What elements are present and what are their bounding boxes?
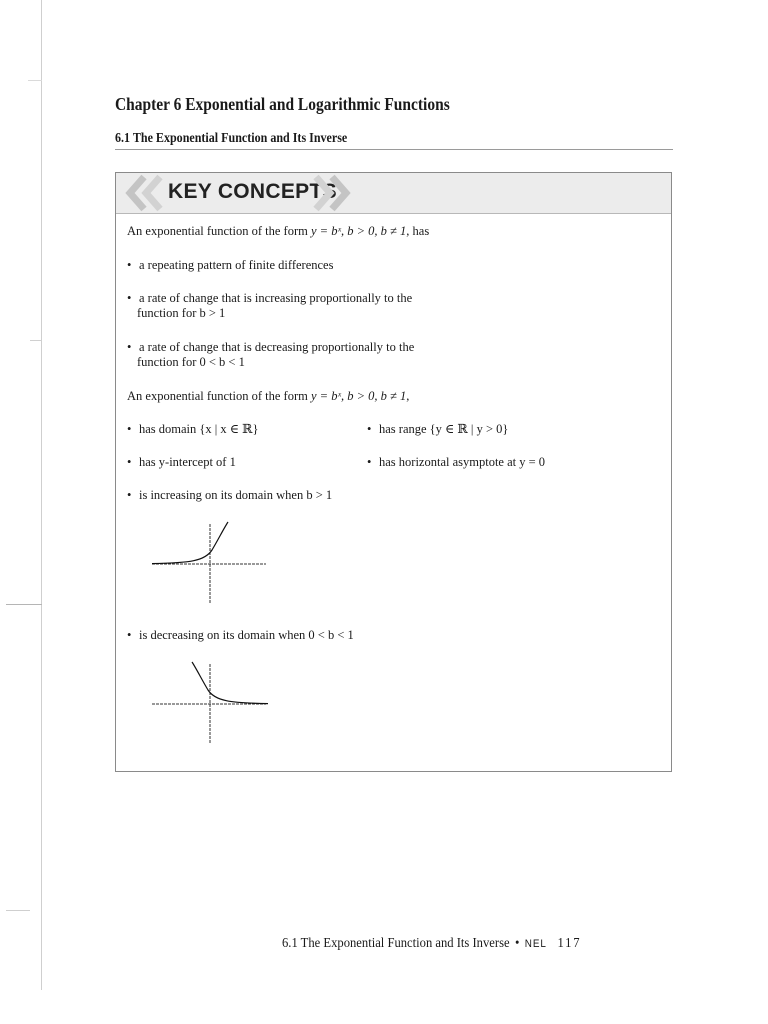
- bullet-finite-differences: • a repeating pattern of finite differences: [127, 258, 334, 272]
- page-number: 117: [557, 936, 582, 951]
- scan-mark: [28, 80, 42, 81]
- bullet-asymptote: • has horizontal asymptote at y = 0: [367, 455, 546, 469]
- exponential-formula: y = bˣ, b > 0, b ≠ 1: [310, 389, 407, 403]
- bullet-domain: • has domain {x | x ∈ ℝ}: [127, 422, 259, 436]
- bullet-decreasing-domain: • is decreasing on its domain when 0 < b < 1: [127, 628, 354, 642]
- bullet-increasing-domain: • is increasing on its domain when b > 1: [127, 488, 333, 502]
- definition-line-2: An exponential function of the form y = bˣ, b > 0, b ≠ 1,: [127, 389, 410, 403]
- bullet-increasing-rate: • a rate of change that is increasing proportionally to the: [127, 291, 413, 305]
- decreasing-exponential-graph: [150, 660, 270, 750]
- publisher-code: NEL: [524, 938, 547, 950]
- exponential-formula: y = bˣ, b > 0, b ≠ 1: [310, 224, 407, 238]
- bullet-decreasing-rate-cont: function for 0 < b < 1: [137, 355, 245, 369]
- chevron-left-icon: [122, 173, 170, 213]
- decay-curve: [192, 662, 268, 704]
- page-footer: 6.1 The Exponential Function and Its Inverse • NEL 117: [282, 936, 582, 951]
- footer-section-name: 6.1 The Exponential Function and Its Inverse: [282, 936, 510, 951]
- bullet-y-intercept: • has y-intercept of 1: [127, 455, 236, 469]
- bullet-range: • has range {y ∈ ℝ | y > 0}: [367, 422, 509, 436]
- page-scan-edge: [41, 0, 42, 990]
- section-divider: [115, 149, 673, 150]
- key-concepts-title: KEY CONCEPTS: [168, 180, 337, 203]
- bullet-increasing-rate-cont: function for b > 1: [137, 306, 226, 320]
- scan-mark: [30, 340, 42, 341]
- chevron-right-icon: [308, 173, 356, 213]
- chapter-title: Chapter 6 Exponential and Logarithmic Functions: [115, 94, 450, 114]
- section-title: 6.1 The Exponential Function and Its Inverse: [115, 131, 348, 146]
- increasing-exponential-graph: [150, 520, 270, 610]
- definition-line-1: An exponential function of the form y = bˣ, b > 0, b ≠ 1, has: [127, 224, 430, 238]
- scan-mark: [6, 604, 42, 605]
- bullet-decreasing-rate: • a rate of change that is decreasing proportionally to the: [127, 340, 415, 354]
- key-concepts-banner: [116, 173, 671, 214]
- growth-curve: [152, 522, 228, 564]
- scan-mark: [6, 910, 30, 911]
